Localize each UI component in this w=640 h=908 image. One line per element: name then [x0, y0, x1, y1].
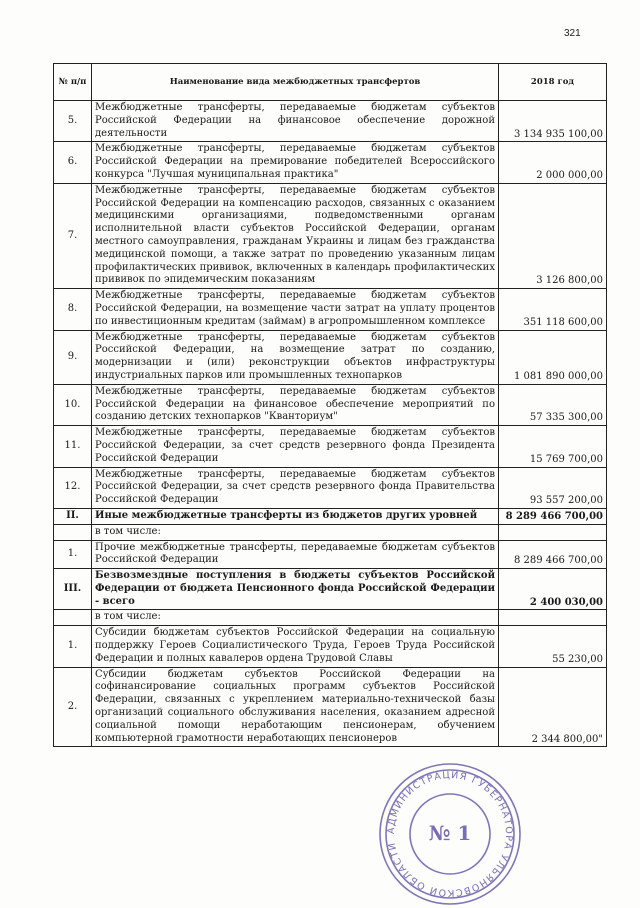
transfer-amount: [499, 610, 607, 626]
transfer-name: Межбюджетные трансферты, передаваемые бюджетам субъектов Российской Федерации, на возмещение затрат по созданию, модернизации и (или) реконструкции объектов инфраструктуры индустриальных парков или промышленных технопарков: [92, 330, 499, 384]
table-row: [54, 289, 607, 330]
table-row: [54, 384, 607, 425]
transfer-name: Безвозмездные поступления в бюджеты субъектов Российской Федерации от бюджета Пенсионного фонда Российской Федерации - всего: [92, 569, 499, 610]
header-name: Наименование вида межбюджетных трансфертов: [92, 64, 499, 101]
table-row: [54, 426, 607, 467]
transfer-amount: 57 335 300,00: [499, 384, 607, 425]
header-number: № п/п: [54, 64, 92, 101]
transfer-amount: 3 126 800,00: [499, 183, 607, 288]
table-row: [54, 183, 607, 288]
header-year: 2018 год: [499, 64, 607, 101]
transfer-name: Субсидии бюджетам субъектов Российской Федерации на социальную поддержку Героев Социалистического Труда, Героев Труда Российской Федерации и полных кавалеров ордена Трудовой Славы: [92, 626, 499, 667]
transfer-amount: 2 000 000,00: [499, 142, 607, 183]
row-number: 6.: [54, 142, 92, 183]
transfer-name: Иные межбюджетные трансферты из бюджетов других уровней: [92, 508, 499, 524]
section-row: [54, 508, 607, 524]
row-number: II.: [54, 508, 92, 524]
row-number: 1.: [54, 540, 92, 569]
row-number: [54, 524, 92, 540]
subheading-row: [54, 610, 607, 626]
transfer-name: Межбюджетные трансферты, передаваемые бюджетам субъектов Российской Федерации на финансовое обеспечение дорожной деятельности: [92, 101, 499, 142]
transfer-name: в том числе:: [92, 524, 499, 540]
transfer-amount: 1 081 890 000,00: [499, 330, 607, 384]
transfer-amount: 8 289 466 700,00: [499, 540, 607, 569]
transfer-amount: 351 118 600,00: [499, 289, 607, 330]
row-number: 12.: [54, 467, 92, 508]
table-row: [54, 101, 607, 142]
table-row: [54, 142, 607, 183]
seal-number: № 1: [428, 821, 472, 845]
table-header-row: [54, 64, 607, 101]
section-row: [54, 569, 607, 610]
table-row: [54, 330, 607, 384]
row-number: 2.: [54, 667, 92, 747]
row-number: 9.: [54, 330, 92, 384]
transfer-name: Межбюджетные трансферты, передаваемые бюджетам субъектов Российской Федерации, на возмещение части затрат на уплату процентов по инвестиционным кредитам (займам) в агропромышленном комплексе: [92, 289, 499, 330]
transfer-amount: 15 769 700,00: [499, 426, 607, 467]
transfer-name: Межбюджетные трансферты, передаваемые бюджетам субъектов Российской Федерации на финансовое обеспечение мероприятий по созданию детских технопарков "Кванториум": [92, 384, 499, 425]
table-row: [54, 626, 607, 667]
row-number: 8.: [54, 289, 92, 330]
transfer-name: Межбюджетные трансферты, передаваемые бюджетам субъектов Российской Федерации на компенсацию расходов, связанных с оказанием медицинскими организациями, подведомственными органам исполнительной власти субъектов Российской Федерации, органам местного самоуправления, гражданам Украины и лицам без гражданства медицинской помощи, а также затрат по проведению указанным лицам профилактических прививок, включенных в календарь профилактических прививок по эпидемическим показаниям: [92, 183, 499, 288]
subheading-row: [54, 524, 607, 540]
seal-ring-text: АДМИНИСТРАЦИЯ ГУБЕРНАТОРА УЛЬЯНОВСКОЙ ОБЛАСТИ: [385, 769, 515, 899]
transfer-name: Межбюджетные трансферты, передаваемые бюджетам субъектов Российской Федерации, за счет средств резервного фонда Правительства Российской Федерации: [92, 467, 499, 508]
transfer-amount: 2 400 030,00: [499, 569, 607, 610]
transfer-name: Межбюджетные трансферты, передаваемые бюджетам субъектов Российской Федерации на премирование победителей Всероссийского конкурса "Лучшая муниципальная практика": [92, 142, 499, 183]
row-number: III.: [54, 569, 92, 610]
official-seal: [376, 760, 524, 908]
table-row: [54, 667, 607, 747]
transfer-amount: 3 134 935 100,00: [499, 101, 607, 142]
transfer-name: Субсидии бюджетам субъектов Российской Федерации на софинансирование социальных программ субъектов Российской Федерации, связанных с укреплением материально-технической базы организаций социального обслуживания населения, оказанием адресной социальной помощи неработающим пенсионерам, обучением компьютерной грамотности неработающих пенсионеров: [92, 667, 499, 747]
row-number: 11.: [54, 426, 92, 467]
transfer-amount: [499, 524, 607, 540]
transfer-amount: 2 344 800,00": [499, 667, 607, 747]
transfer-name: Прочие межбюджетные трансферты, передаваемые бюджетам субъектов Российской Федерации: [92, 540, 499, 569]
transfer-name: в том числе:: [92, 610, 499, 626]
transfer-amount: 93 557 200,00: [499, 467, 607, 508]
transfer-amount: 8 289 466 700,00: [499, 508, 607, 524]
table-row: [54, 467, 607, 508]
row-number: 1.: [54, 626, 92, 667]
row-number: [54, 610, 92, 626]
page-number: 321: [564, 28, 581, 39]
table-row: [54, 540, 607, 569]
transfer-amount: 55 230,00: [499, 626, 607, 667]
transfers-table: [53, 63, 607, 747]
row-number: 7.: [54, 183, 92, 288]
row-number: 5.: [54, 101, 92, 142]
transfer-name: Межбюджетные трансферты, передаваемые бюджетам субъектов Российской Федерации, за счет средств резервного фонда Президента Российской Федерации: [92, 426, 499, 467]
row-number: 10.: [54, 384, 92, 425]
